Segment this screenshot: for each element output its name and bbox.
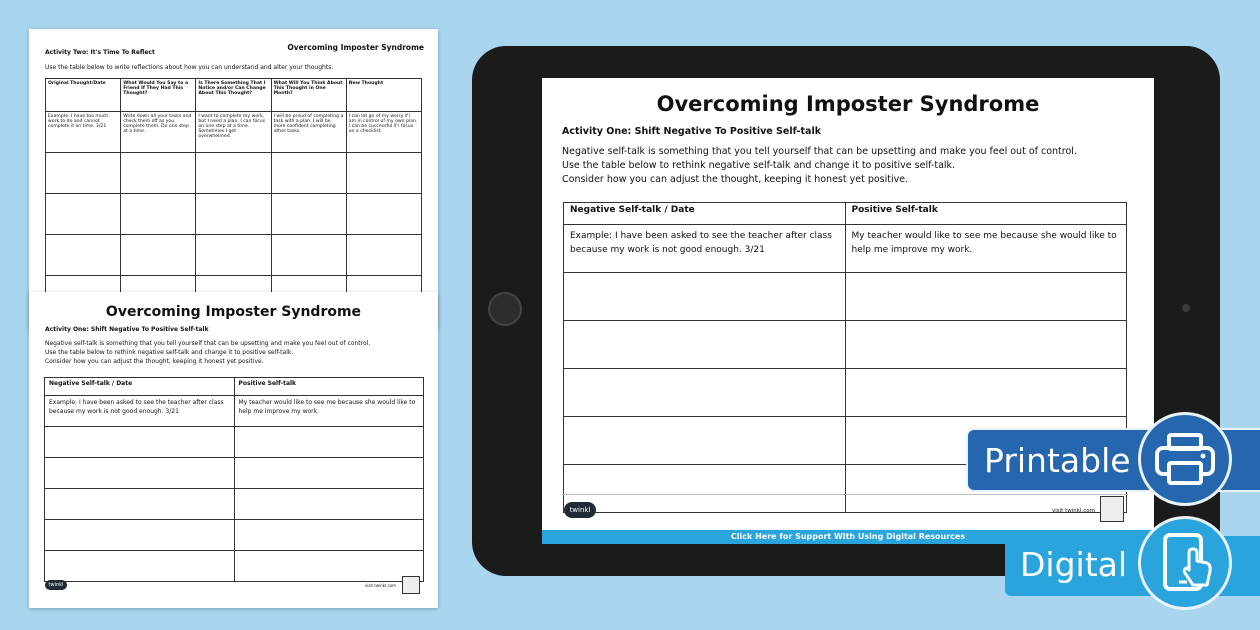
example-row — [46, 112, 422, 153]
column-header: Negative Self-talk / Date — [564, 203, 846, 225]
self-talk-table — [44, 377, 424, 582]
instruction-line: Consider how you can adjust the thought, keeping it honest yet positive. — [45, 358, 264, 365]
table-header-row — [45, 378, 424, 396]
quality-badge-icon — [1100, 496, 1124, 522]
digital-label: Digital — [1020, 545, 1128, 584]
table-cell — [45, 489, 235, 520]
input-cell[interactable] — [564, 321, 846, 369]
table-cell — [121, 153, 196, 194]
table-header-row — [564, 203, 1127, 225]
activity-two-sheet — [29, 29, 438, 329]
table-cell — [45, 427, 235, 458]
input-cell[interactable] — [845, 321, 1127, 369]
table-cell — [346, 235, 421, 276]
table-row[interactable] — [564, 321, 1127, 369]
example-row — [564, 225, 1127, 273]
activity-one-sheet — [29, 292, 438, 608]
column-header: Original Thought/Date — [46, 79, 121, 112]
footer-divider — [562, 494, 1128, 495]
table-cell — [121, 194, 196, 235]
table-row — [45, 489, 424, 520]
table-cell — [46, 153, 121, 194]
tablet-touch-icon — [1138, 516, 1232, 610]
table-cell — [234, 458, 424, 489]
column-header: What Would You Say to a Friend If They Had This Thought? — [121, 79, 196, 112]
table-cell: Example: I have been asked to see the teacher after class because my work is not good enough. 3/21 — [564, 225, 846, 273]
column-header: What Will You Think About This Thought in One Month? — [271, 79, 346, 112]
instruction-line: Use the table below to rethink negative self-talk and change it to positive self-talk. — [562, 160, 956, 171]
table-row[interactable] — [564, 273, 1127, 321]
column-header: Positive Self-talk — [845, 203, 1127, 225]
table-cell: My teacher would like to see me because she would like to help me improve my work. — [234, 396, 424, 427]
camera-icon — [1182, 304, 1190, 312]
table-cell — [46, 194, 121, 235]
printer-icon-svg — [1141, 415, 1229, 503]
example-row — [45, 396, 424, 427]
instruction-line: Negative self-talk is something that you tell yourself that can be upsetting and make you feel out of control. — [562, 146, 1077, 157]
instruction-line: Consider how you can adjust the thought, keeping it honest yet positive. — [562, 174, 909, 185]
table-cell — [196, 153, 271, 194]
table-cell — [271, 235, 346, 276]
table-row — [45, 427, 424, 458]
input-cell[interactable] — [845, 369, 1127, 417]
input-cell[interactable] — [564, 273, 846, 321]
input-cell[interactable] — [845, 273, 1127, 321]
instruction-line: Negative self-talk is something that you tell yourself that can be upsetting and make you feel out of control. — [45, 340, 371, 347]
column-header: Positive Self-talk — [234, 378, 424, 396]
table-cell — [234, 551, 424, 582]
activity-two-heading: Activity Two: It's Time To Reflect — [45, 49, 155, 56]
table-header-row — [46, 79, 422, 112]
screen-title: Overcoming Imposter Syndrome — [656, 92, 1040, 116]
table-cell — [196, 194, 271, 235]
tablet-device — [472, 46, 1220, 576]
column-header: Is There Something That I Notice and/or Can Change About This Thought? — [196, 79, 271, 112]
site-url: visit twinkl.com — [364, 583, 396, 588]
table-cell — [234, 427, 424, 458]
table-cell — [45, 551, 235, 582]
activity-one-heading: Activity One: Shift Negative To Positive Self-talk — [45, 326, 209, 333]
table-row — [45, 458, 424, 489]
table-cell: Example: I have been asked to see the teacher after class because my work is not good enough. 3/21 — [45, 396, 235, 427]
site-url[interactable]: visit twinkl.com — [1052, 508, 1095, 514]
input-cell[interactable] — [564, 465, 846, 513]
column-header: Negative Self-talk / Date — [45, 378, 235, 396]
input-cell[interactable] — [564, 417, 846, 465]
table-cell: I want to complete my work, but I need a plan. I can focus on one step at a time. Sometimes I get overwhelmed. — [196, 112, 271, 153]
activity-two-instructions: Use the table below to write reflections about how you can understand and alter your thoughts. — [45, 64, 334, 71]
twinkl-logo: twinkl — [564, 502, 596, 518]
screen-instructions — [562, 145, 1077, 187]
printable-label: Printable — [984, 441, 1131, 480]
table-cell — [234, 489, 424, 520]
column-header: New Thought — [346, 79, 421, 112]
table-row — [45, 551, 424, 582]
table-cell — [346, 153, 421, 194]
home-button-icon — [488, 292, 522, 326]
table-cell: Write down all your tasks and check them off as you complete them. Do one step at a time. — [121, 112, 196, 153]
table-cell: Example: I have too much work to do and cannot complete it on time. 3/21 — [46, 112, 121, 153]
printer-icon — [1138, 412, 1232, 506]
table-cell: I can let go of my worry if I am in control of my own plan. I can be successful if I focus on a checklist. — [346, 112, 421, 153]
table-cell — [46, 235, 121, 276]
table-row — [46, 153, 422, 194]
table-row[interactable] — [564, 369, 1127, 417]
screen-activity-heading: Activity One: Shift Negative To Positive Self-talk — [562, 126, 822, 137]
back-sheet-title: Overcoming Imposter Syndrome — [287, 43, 424, 52]
table-cell — [45, 520, 235, 551]
digital-support-link[interactable]: Click Here for Support With Using Digital Resources — [542, 530, 1154, 544]
reflection-table — [45, 78, 422, 317]
table-cell — [196, 235, 271, 276]
instruction-line: Use the table below to rethink negative self-talk and change it to positive self-talk. — [45, 349, 294, 356]
table-cell — [271, 194, 346, 235]
table-cell — [121, 235, 196, 276]
table-row — [45, 520, 424, 551]
sheet-title: Overcoming Imposter Syndrome — [105, 304, 362, 320]
twinkl-logo: twinkl — [45, 580, 67, 590]
table-row — [46, 235, 422, 276]
table-cell — [346, 194, 421, 235]
quality-badge-icon — [402, 576, 420, 594]
table-cell — [271, 153, 346, 194]
tablet-touch-icon-svg — [1141, 519, 1229, 607]
input-cell[interactable] — [564, 369, 846, 417]
table-cell — [234, 520, 424, 551]
table-cell: My teacher would like to see me because she would like to help me improve my work. — [845, 225, 1127, 273]
table-cell — [45, 458, 235, 489]
table-row — [46, 194, 422, 235]
table-cell: I will be proud of completing a task with a plan. I will be more confident completing other tasks. — [271, 112, 346, 153]
activity-one-instructions — [45, 339, 370, 366]
